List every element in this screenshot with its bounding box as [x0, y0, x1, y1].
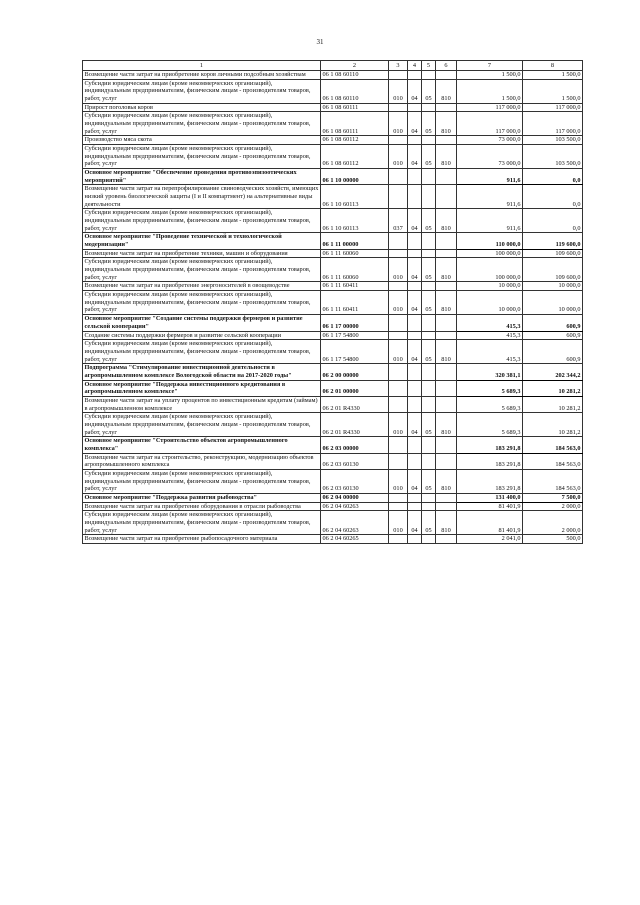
kvr-cell — [436, 453, 457, 469]
kvr-cell: 810 — [436, 291, 457, 315]
budget-code-cell: 06 1 08 60112 — [321, 136, 389, 145]
section-cell — [408, 453, 422, 469]
amount-col8-cell: 1 500,0 — [523, 79, 583, 103]
kvr-cell — [436, 233, 457, 249]
amount-col8-cell: 2 000,0 — [523, 502, 583, 511]
amount-col7-cell: 415,3 — [457, 340, 523, 364]
row-name-cell: Субсидии юридическим лицам (кроме некоммерческих организаций), индивидуальным предпринимателям, физическим лицам - производителям товаров, работ, услуг — [83, 112, 321, 136]
table-row — [83, 112, 583, 136]
budget-code-cell: 06 1 10 00000 — [321, 169, 389, 185]
section-cell — [408, 233, 422, 249]
subsection-cell — [422, 233, 436, 249]
section-cell — [408, 535, 422, 544]
expense-type-cell — [389, 136, 408, 145]
amount-col7-cell: 5 689,3 — [457, 396, 523, 412]
budget-code-cell: 06 1 10 60113 — [321, 185, 389, 209]
row-name-cell: Возмещение части затрат на приобретение рыбопосадочного материала — [83, 535, 321, 544]
kvr-cell: 810 — [436, 145, 457, 169]
subsection-cell — [422, 136, 436, 145]
header-cell: 2 — [321, 61, 389, 71]
header-cell: 1 — [83, 61, 321, 71]
kvr-cell: 810 — [436, 413, 457, 437]
subsection-cell: 05 — [422, 145, 436, 169]
amount-col8-cell: 117 000,0 — [523, 112, 583, 136]
budget-code-cell: 06 1 08 60111 — [321, 103, 389, 112]
section-cell — [408, 493, 422, 502]
amount-col8-cell: 10 281,2 — [523, 413, 583, 437]
subsection-cell: 05 — [422, 79, 436, 103]
section-cell: 04 — [408, 258, 422, 282]
budget-code-cell: 06 2 04 60263 — [321, 502, 389, 511]
budget-code-cell: 06 1 11 60060 — [321, 258, 389, 282]
budget-code-cell: 06 1 11 60411 — [321, 282, 389, 291]
table-row — [83, 331, 583, 340]
kvr-cell: 810 — [436, 258, 457, 282]
table-row — [83, 340, 583, 364]
kvr-cell — [436, 169, 457, 185]
table-row — [83, 103, 583, 112]
amount-col8-cell: 202 344,2 — [523, 364, 583, 380]
row-name-cell: Возмещение части затрат на строительство, реконструкцию, модернизацию объектов агропромышленного комплекса — [83, 453, 321, 469]
amount-col7-cell: 73 000,0 — [457, 136, 523, 145]
kvr-cell — [436, 493, 457, 502]
row-name-cell: Возмещение части затрат на перепрофилирование свиноводческих хозяйств, имеющих низкий уровень биологической защиты (I и II компартмент) на альтернативные виды деятельности — [83, 185, 321, 209]
subsection-cell: 05 — [422, 511, 436, 535]
table-row — [83, 437, 583, 453]
amount-col7-cell: 911,6 — [457, 209, 523, 233]
section-cell — [408, 71, 422, 80]
expense-type-cell — [389, 364, 408, 380]
expense-type-cell: 010 — [389, 413, 408, 437]
row-name-cell: Субсидии юридическим лицам (кроме некоммерческих организаций), индивидуальным предпринимателям, физическим лицам - производителям товаров, работ, услуг — [83, 79, 321, 103]
amount-col7-cell: 415,3 — [457, 315, 523, 331]
amount-col8-cell: 10 281,2 — [523, 396, 583, 412]
table-row — [83, 169, 583, 185]
table-row — [83, 291, 583, 315]
subsection-cell: 05 — [422, 469, 436, 493]
row-name-cell: Основное мероприятие "Создание системы поддержки фермеров и развитие сельской кооперации" — [83, 315, 321, 331]
expense-type-cell: 010 — [389, 258, 408, 282]
amount-col8-cell: 10 000,0 — [523, 282, 583, 291]
amount-col7-cell: 1 500,0 — [457, 79, 523, 103]
kvr-cell — [436, 437, 457, 453]
subsection-cell: 05 — [422, 291, 436, 315]
table-row — [83, 380, 583, 396]
row-name-cell: Субсидии юридическим лицам (кроме некоммерческих организаций), индивидуальным предпринимателям, физическим лицам - производителям товаров, работ, услуг — [83, 469, 321, 493]
budget-code-cell: 06 1 17 00000 — [321, 315, 389, 331]
section-cell — [408, 282, 422, 291]
kvr-cell — [436, 136, 457, 145]
section-cell — [408, 364, 422, 380]
table-row — [83, 493, 583, 502]
amount-col8-cell: 103 500,0 — [523, 145, 583, 169]
kvr-cell — [436, 315, 457, 331]
amount-col8-cell: 7 500,0 — [523, 493, 583, 502]
kvr-cell — [436, 396, 457, 412]
amount-col7-cell: 5 689,3 — [457, 413, 523, 437]
table-row — [83, 71, 583, 80]
amount-col8-cell: 119 600,0 — [523, 233, 583, 249]
expense-type-cell — [389, 331, 408, 340]
amount-col8-cell: 600,9 — [523, 315, 583, 331]
subsection-cell — [422, 315, 436, 331]
table-row — [83, 413, 583, 437]
budget-code-cell: 06 1 08 60110 — [321, 71, 389, 80]
row-name-cell: Возмещение части затрат на приобретение энергоносителей в овощеводстве — [83, 282, 321, 291]
expense-type-cell: 010 — [389, 511, 408, 535]
amount-col8-cell: 2 000,0 — [523, 511, 583, 535]
subsection-cell — [422, 453, 436, 469]
amount-col7-cell: 2 041,0 — [457, 535, 523, 544]
row-name-cell: Производство мяса скота — [83, 136, 321, 145]
header-cell: 7 — [457, 61, 523, 71]
budget-code-cell: 06 1 10 60113 — [321, 209, 389, 233]
amount-col8-cell: 500,0 — [523, 535, 583, 544]
amount-col7-cell: 100 000,0 — [457, 258, 523, 282]
table-row — [83, 469, 583, 493]
subsection-cell — [422, 331, 436, 340]
row-name-cell: Возмещение части затрат на приобретение техники, машин и оборудования — [83, 249, 321, 258]
subsection-cell — [422, 502, 436, 511]
subsection-cell: 05 — [422, 112, 436, 136]
amount-col7-cell: 911,6 — [457, 169, 523, 185]
amount-col7-cell: 10 000,0 — [457, 291, 523, 315]
budget-code-cell: 06 1 11 00000 — [321, 233, 389, 249]
kvr-cell — [436, 331, 457, 340]
expense-type-cell — [389, 502, 408, 511]
expense-type-cell: 010 — [389, 112, 408, 136]
row-name-cell: Субсидии юридическим лицам (кроме некоммерческих организаций), индивидуальным предпринимателям, физическим лицам - производителям товаров, работ, услуг — [83, 145, 321, 169]
subsection-cell — [422, 396, 436, 412]
header-cell: 4 — [408, 61, 422, 71]
row-name-cell: Основное мероприятие "Поддержка инвестиционного кредитования в агропромышленном комплексе" — [83, 380, 321, 396]
expense-type-cell — [389, 396, 408, 412]
section-cell — [408, 396, 422, 412]
row-name-cell: Создание системы поддержки фермеров и развитие сельской кооперации — [83, 331, 321, 340]
expense-type-cell — [389, 535, 408, 544]
amount-col7-cell: 73 000,0 — [457, 145, 523, 169]
budget-code-cell: 06 1 08 60110 — [321, 79, 389, 103]
amount-col8-cell: 0,0 — [523, 169, 583, 185]
subsection-cell — [422, 185, 436, 209]
expense-type-cell: 037 — [389, 209, 408, 233]
expense-type-cell — [389, 233, 408, 249]
section-cell: 04 — [408, 145, 422, 169]
section-cell: 04 — [408, 511, 422, 535]
kvr-cell — [436, 249, 457, 258]
amount-col7-cell: 5 689,3 — [457, 380, 523, 396]
section-cell: 04 — [408, 209, 422, 233]
row-name-cell: Подпрограмма "Стимулирование инвестиционной деятельности в агропромышленном комплексе Вологодской области на 2017-2020 годы" — [83, 364, 321, 380]
section-cell: 04 — [408, 413, 422, 437]
row-name-cell: Субсидии юридическим лицам (кроме некоммерческих организаций), индивидуальным предпринимателям, физическим лицам - производителям товаров, работ, услуг — [83, 511, 321, 535]
kvr-cell: 810 — [436, 112, 457, 136]
expense-type-cell — [389, 453, 408, 469]
amount-col8-cell: 109 600,0 — [523, 249, 583, 258]
section-cell — [408, 315, 422, 331]
kvr-cell — [436, 103, 457, 112]
kvr-cell: 810 — [436, 511, 457, 535]
budget-code-cell: 06 2 03 60130 — [321, 469, 389, 493]
amount-col7-cell: 117 000,0 — [457, 103, 523, 112]
row-name-cell: Основное мероприятие "Обеспечение проведения противоэпизоотических мероприятий" — [83, 169, 321, 185]
row-name-cell: Субсидии юридическим лицам (кроме некоммерческих организаций), индивидуальным предпринимателям, физическим лицам - производителям товаров, работ, услуг — [83, 413, 321, 437]
expense-type-cell — [389, 315, 408, 331]
table-row — [83, 282, 583, 291]
amount-col8-cell: 0,0 — [523, 209, 583, 233]
budget-code-cell: 06 2 03 00000 — [321, 437, 389, 453]
expense-type-cell: 010 — [389, 79, 408, 103]
row-name-cell: Субсидии юридическим лицам (кроме некоммерческих организаций), индивидуальным предпринимателям, физическим лицам - производителям товаров, работ, услуг — [83, 340, 321, 364]
subsection-cell — [422, 380, 436, 396]
row-name-cell: Субсидии юридическим лицам (кроме некоммерческих организаций), индивидуальным предпринимателям, физическим лицам - производителям товаров, работ, услуг — [83, 209, 321, 233]
expense-type-cell — [389, 185, 408, 209]
amount-col7-cell: 183 291,8 — [457, 469, 523, 493]
table-row — [83, 136, 583, 145]
section-cell — [408, 103, 422, 112]
amount-col7-cell: 183 291,8 — [457, 437, 523, 453]
header-cell: 3 — [389, 61, 408, 71]
subsection-cell — [422, 103, 436, 112]
amount-col8-cell: 184 563,0 — [523, 469, 583, 493]
row-name-cell: Возмещение части затрат на уплату процентов по инвестиционным кредитам (займам) в агропромышленном комплексе — [83, 396, 321, 412]
budget-code-cell: 06 2 01 00000 — [321, 380, 389, 396]
table-row — [83, 185, 583, 209]
section-cell — [408, 331, 422, 340]
kvr-cell — [436, 71, 457, 80]
expense-type-cell: 010 — [389, 340, 408, 364]
subsection-cell: 05 — [422, 340, 436, 364]
subsection-cell: 05 — [422, 258, 436, 282]
subsection-cell: 05 — [422, 413, 436, 437]
row-name-cell: Возмещение части затрат на приобретение коров личными подсобным хозяйствам — [83, 71, 321, 80]
budget-code-cell: 06 2 00 00000 — [321, 364, 389, 380]
page-number: 31 — [316, 38, 324, 46]
row-name-cell: Возмещение части затрат на приобретение оборудования в отрасли рыбоводства — [83, 502, 321, 511]
budget-code-cell: 06 2 04 60265 — [321, 535, 389, 544]
expense-type-cell — [389, 437, 408, 453]
amount-col8-cell: 117 000,0 — [523, 103, 583, 112]
amount-col7-cell: 117 000,0 — [457, 112, 523, 136]
table-row — [83, 511, 583, 535]
amount-col7-cell: 1 500,0 — [457, 71, 523, 80]
amount-col7-cell: 911,6 — [457, 185, 523, 209]
kvr-cell: 810 — [436, 79, 457, 103]
amount-col8-cell: 103 500,0 — [523, 136, 583, 145]
budget-code-cell: 06 2 04 00000 — [321, 493, 389, 502]
row-name-cell: Основное мероприятие "Проведение технической и технологической модернизации" — [83, 233, 321, 249]
amount-col7-cell: 81 401,9 — [457, 502, 523, 511]
subsection-cell — [422, 493, 436, 502]
budget-code-cell: 06 1 08 60112 — [321, 145, 389, 169]
budget-code-cell: 06 1 11 60411 — [321, 291, 389, 315]
row-name-cell: Основное мероприятие "Строительство объектов агропромышленного комплекса" — [83, 437, 321, 453]
kvr-cell — [436, 282, 457, 291]
header-cell: 6 — [436, 61, 457, 71]
expense-type-cell: 010 — [389, 469, 408, 493]
subsection-cell — [422, 282, 436, 291]
amount-col7-cell: 131 400,0 — [457, 493, 523, 502]
table-row — [83, 258, 583, 282]
kvr-cell: 810 — [436, 209, 457, 233]
expense-type-cell — [389, 103, 408, 112]
section-cell: 04 — [408, 291, 422, 315]
subsection-cell — [422, 249, 436, 258]
table-row — [83, 315, 583, 331]
kvr-cell — [436, 502, 457, 511]
table-header-row — [83, 61, 583, 71]
budget-code-cell: 06 2 01 R4330 — [321, 396, 389, 412]
expense-type-cell — [389, 169, 408, 185]
subsection-cell — [422, 169, 436, 185]
amount-col8-cell: 600,9 — [523, 340, 583, 364]
amount-col7-cell: 320 381,1 — [457, 364, 523, 380]
expense-type-cell — [389, 71, 408, 80]
budget-code-cell: 06 2 04 60263 — [321, 511, 389, 535]
kvr-cell — [436, 364, 457, 380]
budget-code-cell: 06 1 08 60111 — [321, 112, 389, 136]
budget-code-cell: 06 1 17 54800 — [321, 340, 389, 364]
kvr-cell — [436, 380, 457, 396]
section-cell: 04 — [408, 340, 422, 364]
kvr-cell: 810 — [436, 469, 457, 493]
header-cell: 8 — [523, 61, 583, 71]
section-cell — [408, 185, 422, 209]
amount-col8-cell: 184 563,0 — [523, 453, 583, 469]
header-cell: 5 — [422, 61, 436, 71]
row-name-cell: Субсидии юридическим лицам (кроме некоммерческих организаций), индивидуальным предпринимателям, физическим лицам - производителям товаров, работ, услуг — [83, 291, 321, 315]
budget-code-cell: 06 2 03 60130 — [321, 453, 389, 469]
row-name-cell: Прирост поголовья коров — [83, 103, 321, 112]
kvr-cell — [436, 185, 457, 209]
table-row — [83, 502, 583, 511]
section-cell — [408, 502, 422, 511]
section-cell: 04 — [408, 79, 422, 103]
section-cell — [408, 136, 422, 145]
table-row — [83, 249, 583, 258]
table-row — [83, 396, 583, 412]
expense-type-cell — [389, 249, 408, 258]
subsection-cell: 05 — [422, 209, 436, 233]
table-row — [83, 79, 583, 103]
expense-type-cell: 010 — [389, 145, 408, 169]
budget-table — [82, 60, 583, 544]
amount-col7-cell: 415,3 — [457, 331, 523, 340]
subsection-cell — [422, 535, 436, 544]
table-row — [83, 535, 583, 544]
kvr-cell: 810 — [436, 340, 457, 364]
expense-type-cell: 010 — [389, 291, 408, 315]
subsection-cell — [422, 437, 436, 453]
amount-col8-cell: 10 000,0 — [523, 291, 583, 315]
row-name-cell: Субсидии юридическим лицам (кроме некоммерческих организаций), индивидуальным предпринимателям, физическим лицам - производителям товаров, работ, услуг — [83, 258, 321, 282]
table-row — [83, 145, 583, 169]
amount-col8-cell: 10 281,2 — [523, 380, 583, 396]
amount-col7-cell: 100 000,0 — [457, 249, 523, 258]
section-cell — [408, 437, 422, 453]
table-row — [83, 209, 583, 233]
row-name-cell: Основное мероприятие "Поддержка развития рыбоводства" — [83, 493, 321, 502]
amount-col8-cell: 184 563,0 — [523, 437, 583, 453]
amount-col7-cell: 10 000,0 — [457, 282, 523, 291]
amount-col8-cell: 1 500,0 — [523, 71, 583, 80]
amount-col7-cell: 110 000,0 — [457, 233, 523, 249]
subsection-cell — [422, 71, 436, 80]
section-cell: 04 — [408, 469, 422, 493]
budget-code-cell: 06 1 11 60060 — [321, 249, 389, 258]
section-cell — [408, 380, 422, 396]
kvr-cell — [436, 535, 457, 544]
amount-col8-cell: 600,9 — [523, 331, 583, 340]
table-row — [83, 364, 583, 380]
budget-code-cell: 06 2 01 R4330 — [321, 413, 389, 437]
section-cell — [408, 169, 422, 185]
table-row — [83, 453, 583, 469]
budget-code-cell: 06 1 17 54800 — [321, 331, 389, 340]
expense-type-cell — [389, 282, 408, 291]
amount-col7-cell: 183 291,8 — [457, 453, 523, 469]
amount-col8-cell: 109 600,0 — [523, 258, 583, 282]
expense-type-cell — [389, 493, 408, 502]
section-cell: 04 — [408, 112, 422, 136]
section-cell — [408, 249, 422, 258]
amount-col7-cell: 81 401,9 — [457, 511, 523, 535]
expense-type-cell — [389, 380, 408, 396]
table-row — [83, 233, 583, 249]
subsection-cell — [422, 364, 436, 380]
amount-col8-cell: 0,0 — [523, 185, 583, 209]
